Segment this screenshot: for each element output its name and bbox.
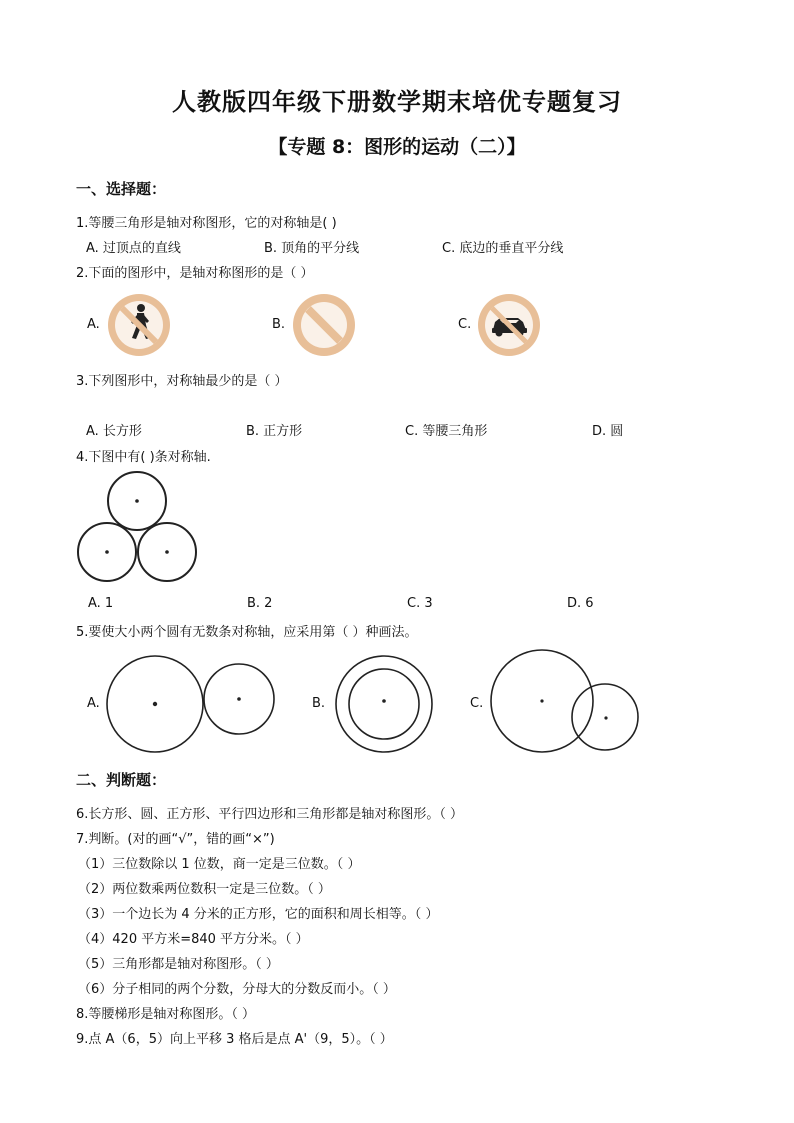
question-7: 7.判断。(对的画“√”，错的画“×”)	[76, 832, 275, 847]
q2-option-b: B.	[272, 317, 286, 332]
page-title: 人教版四年级下册数学期末培优专题复习	[172, 88, 622, 116]
q7-item-4: （4）420 平方米=840 平方分米。（ ）	[78, 932, 309, 947]
q4-option-d: D. 6	[567, 596, 594, 611]
page-subtitle: 【专题 8：图形的运动（二）】	[268, 136, 526, 158]
q7-item-1: （1）三位数除以 1 位数，商一定是三位数。（ ）	[78, 857, 361, 872]
q2-option-c: C.	[458, 317, 472, 332]
three-circles-figure	[74, 470, 200, 586]
q2-option-a: A.	[87, 317, 100, 332]
q3-option-b: B. 正方形	[246, 424, 303, 439]
q5-option-c: C.	[470, 696, 484, 711]
q5-figure-b	[334, 654, 434, 754]
no-pedestrian-sign-icon	[106, 292, 172, 358]
question-9: 9.点 A（6，5）向上平移 3 格后是点 A'（9，5）。（ ）	[76, 1032, 393, 1047]
question-1: 1.等腰三角形是轴对称图形，它的对称轴是( )	[76, 216, 337, 231]
q3-option-d: D. 圆	[592, 424, 624, 439]
q5-option-a: A.	[87, 696, 100, 711]
q5-option-b: B.	[312, 696, 326, 711]
prohibition-sign-icon	[291, 292, 357, 358]
question-5: 5.要使大小两个圆有无数条对称轴，应采用第（ ）种画法。	[76, 625, 418, 640]
question-8: 8.等腰梯形是轴对称图形。（ ）	[76, 1007, 256, 1022]
q7-item-3: （3）一个边长为 4 分米的正方形，它的面积和周长相等。（ ）	[78, 907, 439, 922]
no-car-sign-icon	[476, 292, 542, 358]
question-6: 6.长方形、圆、正方形、平行四边形和三角形都是轴对称图形。（ ）	[76, 807, 464, 822]
q5-figure-a	[104, 656, 278, 756]
q4-option-b: B. 2	[247, 596, 273, 611]
q5-figure-c	[490, 650, 640, 754]
question-4: 4.下图中有( )条对称轴.	[76, 450, 211, 465]
q1-option-a: A. 过顶点的直线	[86, 241, 181, 256]
section-heading-choice: 一、选择题：	[76, 180, 167, 198]
q1-option-b: B. 顶角的平分线	[264, 241, 360, 256]
q4-option-a: A. 1	[88, 596, 114, 611]
q4-option-c: C. 3	[407, 596, 433, 611]
question-2: 2.下面的图形中，是轴对称图形的是（ ）	[76, 266, 314, 281]
section-heading-judgement: 二、判断题：	[76, 771, 167, 789]
q1-option-c: C. 底边的垂直平分线	[442, 241, 564, 256]
question-3: 3.下列图形中，对称轴最少的是（ ）	[76, 374, 288, 389]
q3-option-c: C. 等腰三角形	[405, 424, 488, 439]
q7-item-6: （6）分子相同的两个分数，分母大的分数反而小。（ ）	[78, 982, 396, 997]
q7-item-5: （5）三角形都是轴对称图形。（ ）	[78, 957, 279, 972]
q3-option-a: A. 长方形	[86, 424, 142, 439]
q7-item-2: （2）两位数乘两位数积一定是三位数。（ ）	[78, 882, 331, 897]
